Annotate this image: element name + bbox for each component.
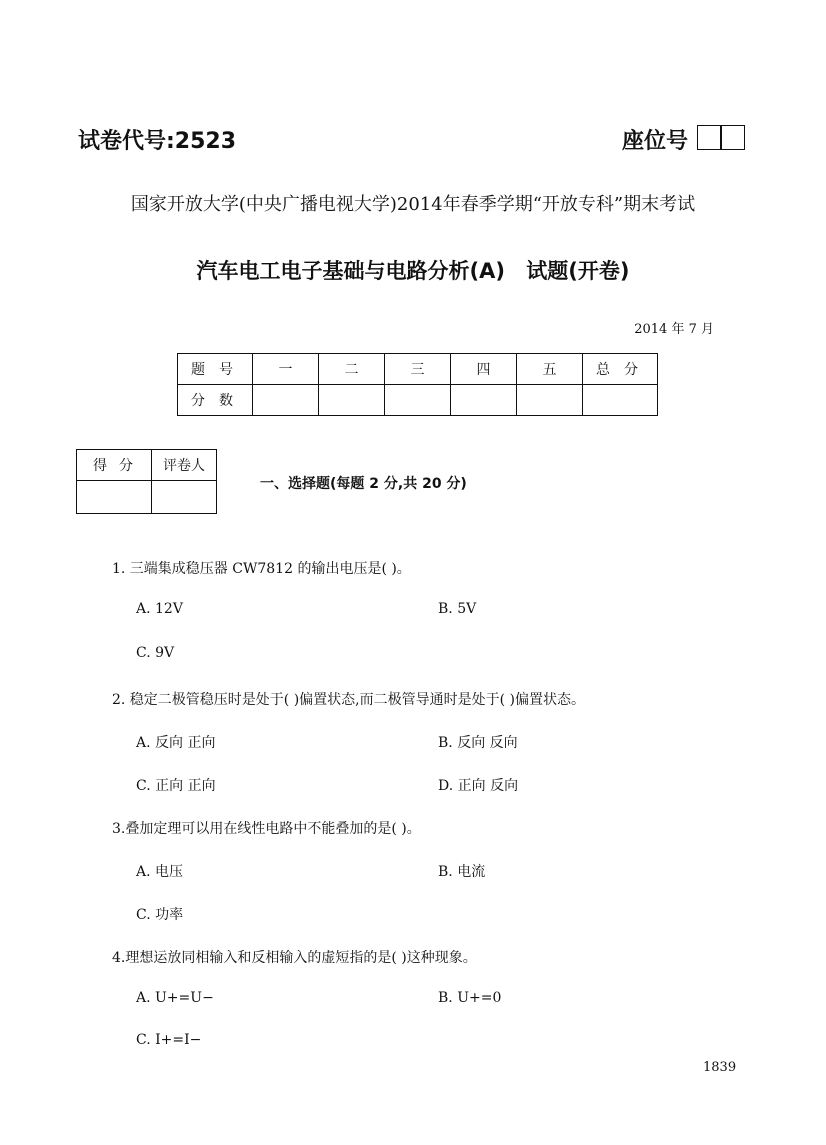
seat-number-label: 座位号	[622, 129, 689, 154]
score-table-cell: 题号	[178, 354, 253, 385]
section-title: 一、选择题(每题 2 分,共 20 分)	[260, 476, 467, 492]
score-table-score-row	[178, 385, 658, 416]
score-table-blank-cell[interactable]	[451, 385, 517, 416]
score-table	[177, 353, 658, 416]
seat-number-boxes	[698, 125, 745, 150]
score-table-cell: 一	[253, 354, 319, 385]
question-4: 4.理想运放同相输入和反相输入的虚短指的是( )这种现象。	[112, 950, 477, 966]
score-table-cell: 总分	[583, 354, 658, 385]
seat-number-box	[720, 125, 745, 150]
grader-table-blank-cell[interactable]	[77, 481, 152, 514]
question-3-option-c: C. 功率	[136, 907, 184, 923]
exam-title: 汽车电工电子基础与电路分析(A) 试题(开卷)	[196, 259, 630, 283]
question-3: 3.叠加定理可以用在线性电路中不能叠加的是( )。	[112, 821, 421, 837]
grader-table-cell: 得分	[77, 450, 152, 481]
question-4-option-a: A. U+=U−	[136, 990, 214, 1006]
question-3-option-b: B. 电流	[438, 864, 486, 880]
seat-number-box	[697, 125, 722, 150]
exam-code: 试卷代号:2523	[78, 129, 237, 154]
score-table-header-row	[178, 354, 658, 385]
score-table-cell: 二	[319, 354, 385, 385]
question-2-option-b: B. 反向 反向	[438, 735, 518, 751]
question-2-option-a: A. 反向 正向	[136, 735, 216, 751]
score-table-blank-cell[interactable]	[583, 385, 658, 416]
score-table-cell: 分数	[178, 385, 253, 416]
question-4-option-b: B. U+=0	[438, 990, 502, 1006]
score-table-blank-cell[interactable]	[253, 385, 319, 416]
question-1-option-c: C. 9V	[136, 645, 175, 661]
grader-table-blank-row	[77, 481, 217, 514]
score-table-blank-cell[interactable]	[319, 385, 385, 416]
exam-date: 2014 年 7 月	[634, 322, 714, 337]
question-1: 1. 三端集成稳压器 CW7812 的输出电压是( )。	[112, 561, 411, 577]
score-table-cell: 三	[385, 354, 451, 385]
question-1-option-b: B. 5V	[438, 601, 477, 617]
question-4-option-c: C. I+=I−	[136, 1032, 202, 1048]
grader-table-cell: 评卷人	[152, 450, 217, 481]
grader-table	[76, 449, 217, 514]
page-number: 1839	[703, 1060, 737, 1075]
score-table-blank-cell[interactable]	[385, 385, 451, 416]
question-2-option-d: D. 正向 反向	[438, 778, 519, 794]
question-2-option-c: C. 正向 正向	[136, 778, 216, 794]
grader-table-blank-cell[interactable]	[152, 481, 217, 514]
question-1-option-a: A. 12V	[136, 601, 183, 617]
score-table-cell: 四	[451, 354, 517, 385]
score-table-blank-cell[interactable]	[517, 385, 583, 416]
university-line: 国家开放大学(中央广播电视大学)2014年春季学期“开放专科”期末考试	[130, 194, 696, 215]
question-3-option-a: A. 电压	[136, 864, 184, 880]
grader-table-header-row	[77, 450, 217, 481]
question-2: 2. 稳定二极管稳压时是处于( )偏置状态,而二极管导通时是处于( )偏置状态。	[112, 692, 586, 708]
score-table-cell: 五	[517, 354, 583, 385]
